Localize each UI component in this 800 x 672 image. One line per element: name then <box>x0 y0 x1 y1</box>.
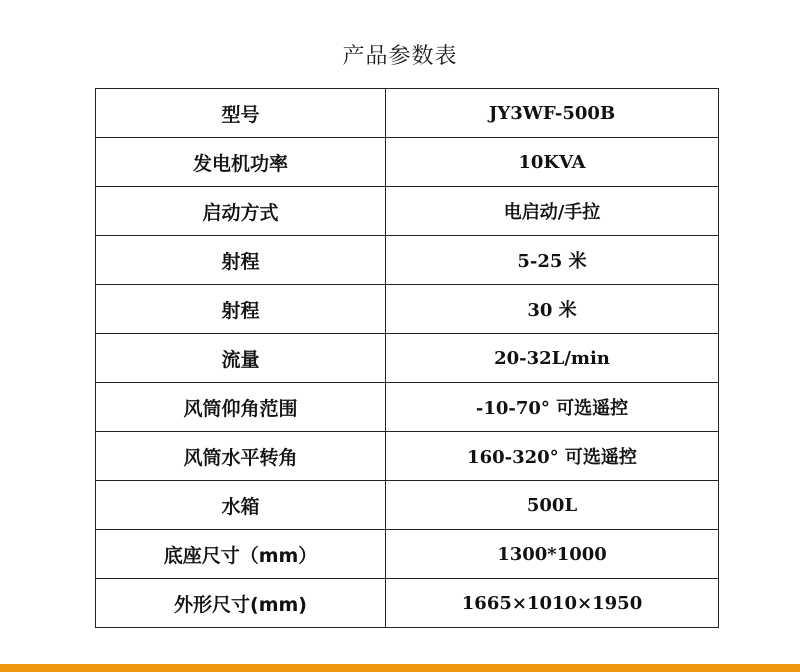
page-title: 产品参数表 <box>342 44 458 69</box>
table-row <box>96 383 719 432</box>
spec-value: 20-32L/min <box>386 334 719 383</box>
spec-value: JY3WF-500B <box>386 89 719 138</box>
spec-value: 500L <box>386 481 719 530</box>
spec-value: 160-320° 可选遥控 <box>386 432 719 481</box>
table-row <box>96 579 719 628</box>
spec-label: 风筒仰角范围 <box>96 383 386 432</box>
table-row <box>96 285 719 334</box>
table-row <box>96 89 719 138</box>
table-row <box>96 334 719 383</box>
spec-label: 外形尺寸(mm) <box>96 579 386 628</box>
table-row <box>96 481 719 530</box>
spec-label: 风筒水平转角 <box>96 432 386 481</box>
table-row <box>96 530 719 579</box>
spec-label: 发电机功率 <box>96 138 386 187</box>
spec-value: -10-70° 可选遥控 <box>386 383 719 432</box>
spec-table <box>95 88 719 628</box>
spec-label: 射程 <box>96 285 386 334</box>
spec-value: 1300*1000 <box>386 530 719 579</box>
spec-label: 水箱 <box>96 481 386 530</box>
spec-label: 底座尺寸（mm） <box>96 530 386 579</box>
table-row <box>96 138 719 187</box>
spec-label: 启动方式 <box>96 187 386 236</box>
table-row <box>96 432 719 481</box>
spec-value: 10KVA <box>386 138 719 187</box>
accent-bar <box>0 664 800 672</box>
spec-value: 电启动/手拉 <box>386 187 719 236</box>
spec-value: 5-25 米 <box>386 236 719 285</box>
table-row <box>96 187 719 236</box>
spec-label: 型号 <box>96 89 386 138</box>
table-row <box>96 236 719 285</box>
spec-label: 射程 <box>96 236 386 285</box>
spec-label: 流量 <box>96 334 386 383</box>
spec-value: 1665×1010×1950 <box>386 579 719 628</box>
spec-value: 30 米 <box>386 285 719 334</box>
